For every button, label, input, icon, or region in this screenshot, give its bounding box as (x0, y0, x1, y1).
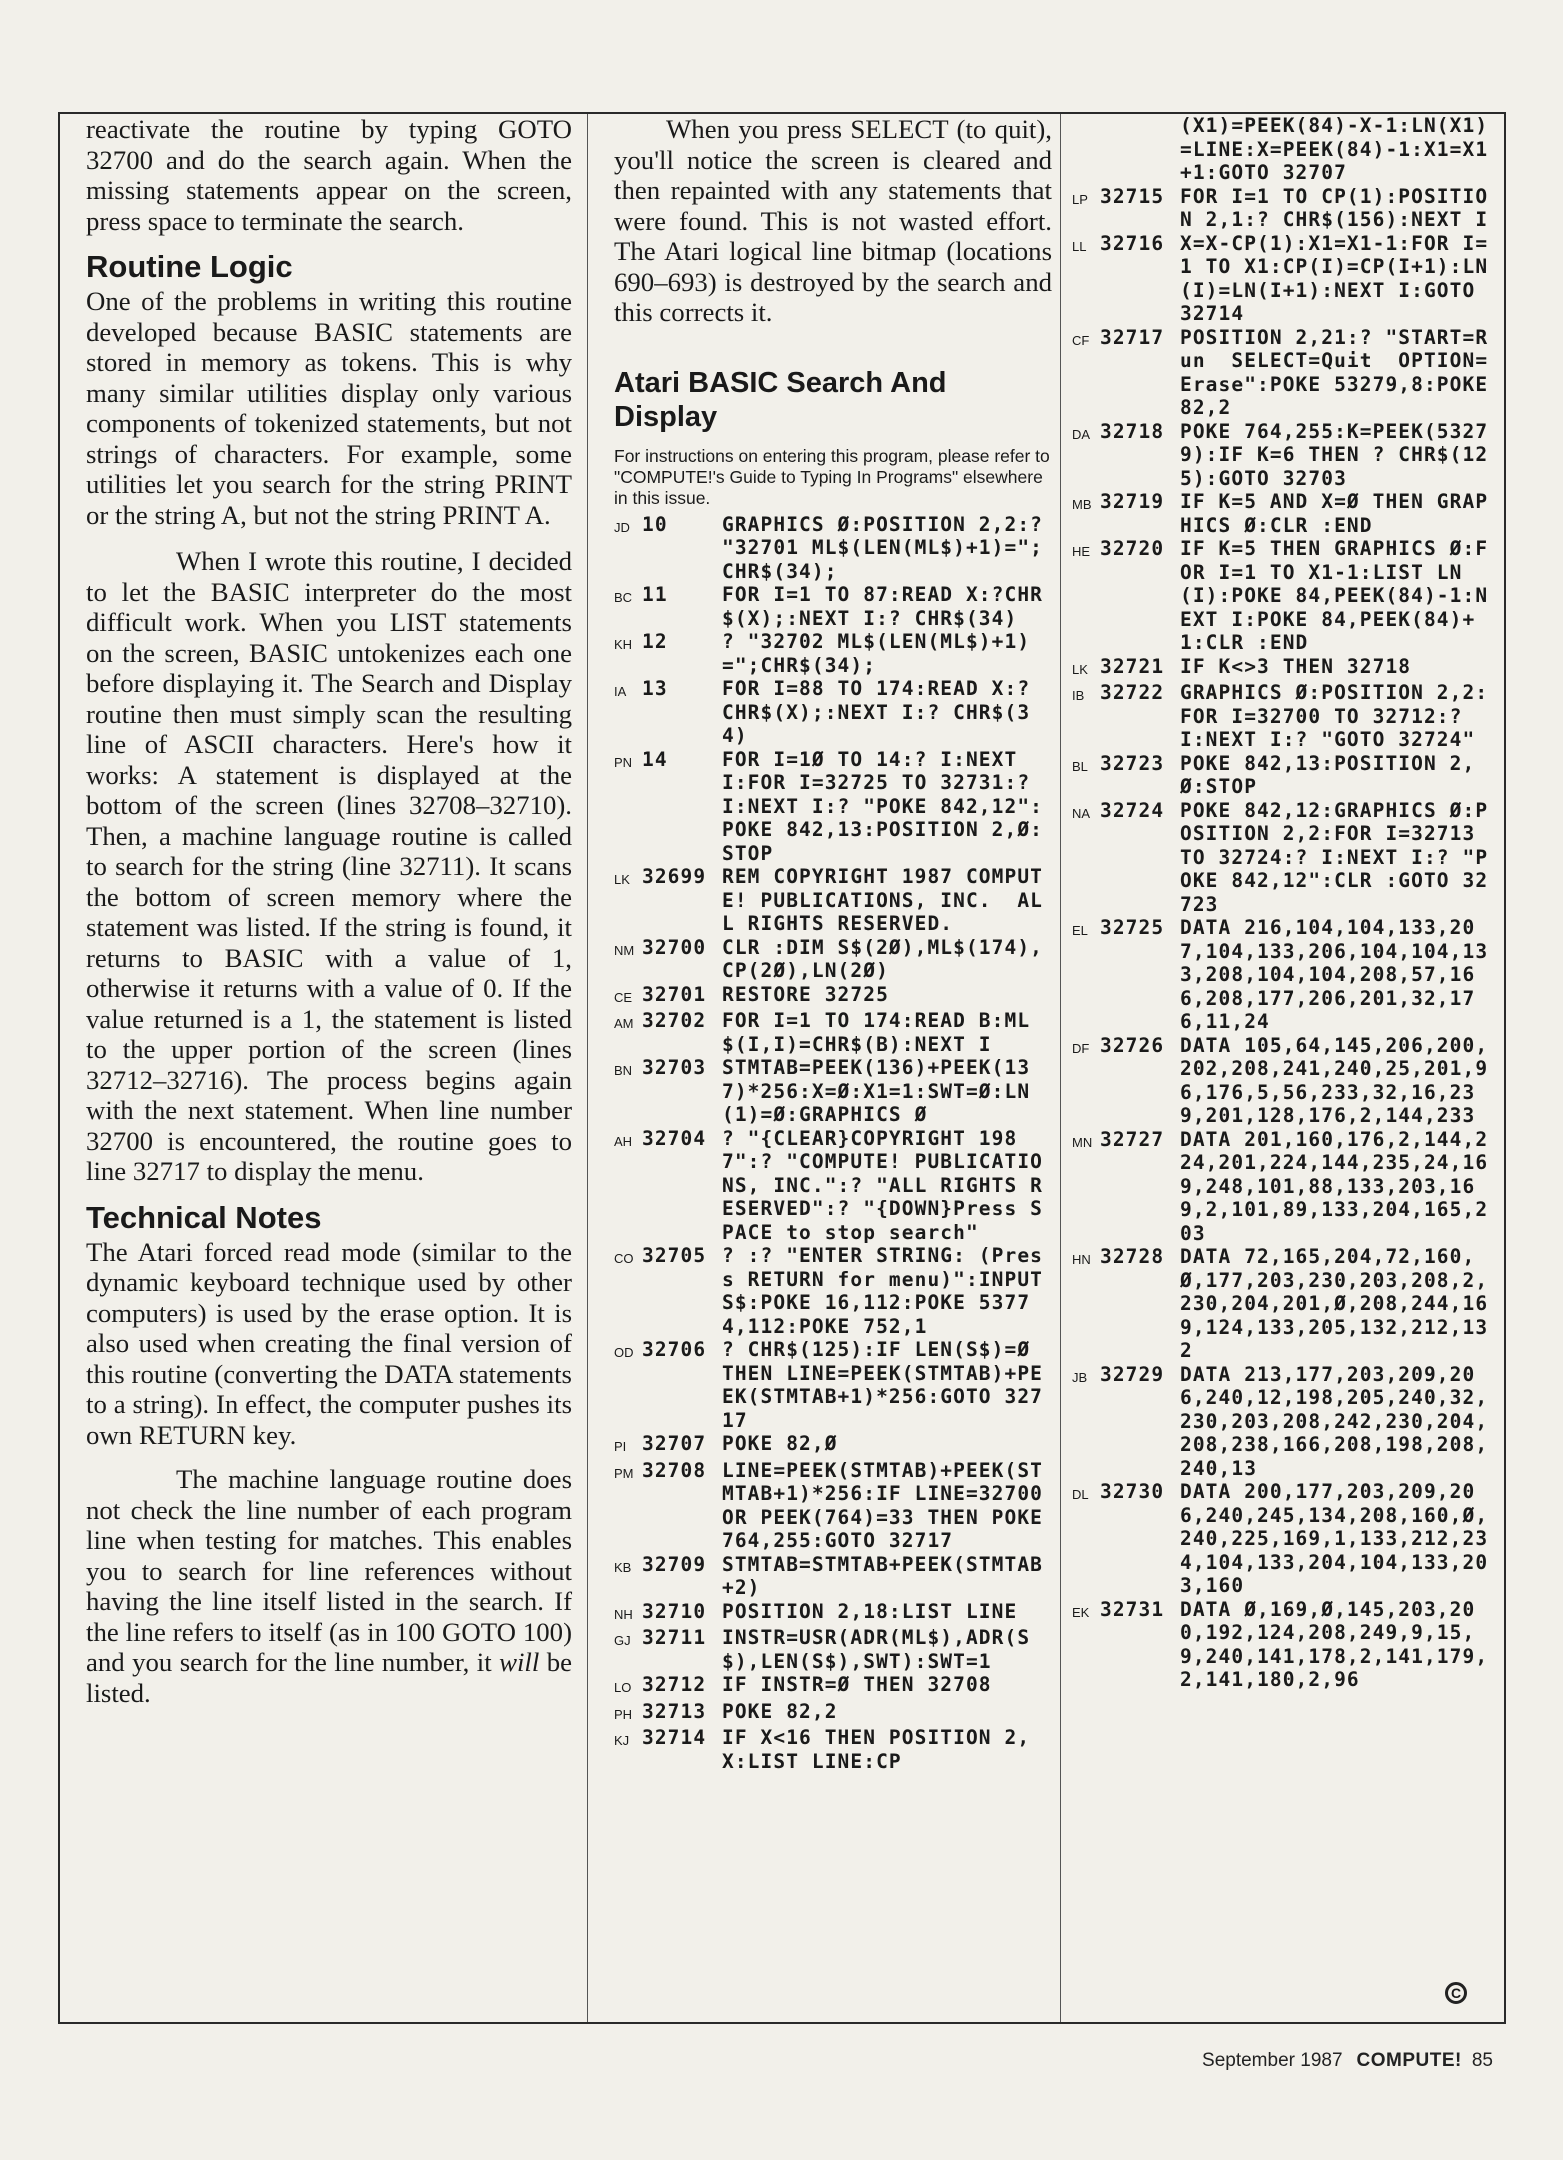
code-line (614, 583, 1052, 630)
code-text: DATA 201,160,176,2,144,224,201,224,144,235,24,169,248,101,88,133,203,169,2,101,89,133,204,165,203 (1180, 1127, 1489, 1245)
code-line (614, 630, 1052, 677)
code-line (1072, 1034, 1498, 1128)
code-line (1072, 185, 1498, 232)
code-line (614, 1726, 1052, 1773)
checksum: MN (1072, 1134, 1093, 1150)
text-column-1 (86, 114, 572, 1708)
line-number: 32710 (642, 1599, 707, 1623)
checksum: NH (614, 1606, 633, 1622)
emphasis: will (499, 1647, 540, 1677)
code-text: GRAPHICS Ø:POSITION 2,2:? "32701 ML$(LEN(ML$)+1)=";CHR$(34); (722, 512, 1056, 583)
checksum: LL (1072, 238, 1087, 254)
code-text: IF K=5 AND X=Ø THEN GRAPHICS Ø:CLR :END (1180, 490, 1489, 537)
line-number: 32708 (642, 1458, 707, 1482)
code-text: POSITION 2,21:? "START=Run SELECT=Quit OPTION=Erase":POKE 53279,8:POKE 82,2 (1180, 325, 1502, 419)
checksum: KH (614, 637, 633, 652)
checksum: CF (1072, 332, 1090, 348)
line-number: 10 (642, 512, 668, 536)
code-line (1072, 681, 1498, 752)
line-number: 32702 (642, 1009, 707, 1032)
code-line (1072, 655, 1498, 682)
code-text: RESTORE 32725 (722, 982, 889, 1006)
code-line (614, 748, 1052, 866)
paragraph (86, 1464, 572, 1708)
line-number: 32705 (642, 1244, 707, 1267)
code-text: ? :? "ENTER STRING: (Press RETURN for menu)":INPUT S$:POKE 16,112:POKE 53774,112:POKE 752,1 (722, 1244, 1056, 1338)
issue-date: September 1987 (1202, 2050, 1343, 2071)
code-line (614, 677, 1052, 748)
code-line (1072, 232, 1498, 326)
line-number: 11 (642, 583, 668, 606)
program-listing (614, 512, 1056, 1774)
end-mark-icon: C (1445, 1982, 1467, 2004)
checksum: BL (1072, 758, 1088, 774)
code-text: INSTR=USR(ADR(ML$),ADR(S$),LEN(S$),SWT):SWT=1 (722, 1626, 1031, 1673)
code-text: FOR I=1 TO CP(1):POSITION 2,1:? CHR$(156):NEXT I (1180, 184, 1489, 231)
checksum: PN (614, 754, 633, 770)
text-column-2 (614, 114, 1056, 1773)
line-number: 32719 (1100, 490, 1165, 513)
code-text: POKE 82,2 (722, 1699, 838, 1723)
code-line (1072, 420, 1498, 491)
code-text: DATA 213,177,203,209,206,240,12,198,205,240,32,230,203,208,242,230,204,208,238,166,208,198,208,240,13 (1180, 1362, 1489, 1480)
line-number: 32716 (1100, 231, 1165, 255)
code-text: DATA 72,165,204,72,160,Ø,177,203,230,203,208,2,230,204,201,Ø,208,244,169,124,133,205,132,212,132 (1180, 1245, 1489, 1362)
column-rule (587, 114, 588, 2022)
line-number: 32730 (1100, 1480, 1165, 1503)
typing-instructions-note: For instructions on entering this program, please refer to "COMPUTE!'s Guide to Typing In Programs" elsewhere in this issue. (614, 445, 1050, 508)
checksum: DL (1072, 1487, 1089, 1502)
program-listing (1072, 114, 1502, 1692)
checksum: HN (1072, 1252, 1091, 1267)
code-line (1072, 752, 1498, 799)
line-number: 32715 (1100, 184, 1165, 208)
code-text: DATA 200,177,203,209,206,240,245,134,208,160,Ø,240,225,169,1,133,212,234,104,133,204,104,133,203,160 (1180, 1480, 1489, 1597)
paragraph: The Atari forced read mode (similar to the dynamic keyboard technique used by other computers) is used by the erase option. It is also used when creating the final version of this routine (converting the DATA statements to a string). In effect, the computer pushes its own RETURN key. (86, 1236, 572, 1450)
code-text: (X1)=PEEK(84)-X-1:LN(X1)=LINE:X=PEEK(84)-1:X1=X1+1:GOTO 32707 (1180, 114, 1489, 184)
checksum: MB (1072, 497, 1092, 512)
code-text: POKE 82,Ø (722, 1432, 838, 1455)
page-footer (1202, 2050, 1493, 2072)
line-number: 32700 (642, 935, 707, 959)
code-text: DATA Ø,169,Ø,145,203,200,192,124,208,249,9,15,9,240,141,178,2,141,179,2,141,180,2,96 (1180, 1597, 1489, 1691)
code-line (1072, 916, 1498, 1034)
checksum: PH (614, 1706, 633, 1722)
code-text: ? "{CLEAR}COPYRIGHT 1987":? "COMPUTE! PUBLICATIONS, INC.":? "ALL RIGHTS RESERVED":? "{DOWN}Press SPACE to stop search" (722, 1126, 1043, 1244)
checksum: EL (1072, 923, 1088, 938)
code-text: GRAPHICS Ø:POSITION 2,2:FOR I=32700 TO 32712:? I:NEXT I:? "GOTO 32724" (1180, 681, 1489, 751)
line-number: 32714 (642, 1726, 707, 1749)
code-line (614, 512, 1056, 584)
paragraph: When you press SELECT (to quit), you'll notice the screen is cleared and then repainted with any statements that were found. This is not wasted effort. The Atari logical line bitmap (locations 690–693) is destroyed by the search and this corrects it. (614, 114, 1052, 327)
line-number: 32725 (1100, 916, 1165, 939)
line-number: 32701 (642, 982, 707, 1006)
code-line (1072, 799, 1498, 917)
checksum: PM (614, 1465, 634, 1481)
line-number: 14 (642, 747, 668, 771)
line-number: 32731 (1100, 1597, 1165, 1621)
line-number: 32729 (1100, 1362, 1165, 1386)
checksum: IA (614, 684, 627, 699)
checksum: AM (614, 1016, 634, 1031)
code-text: ? "32702 ML$(LEN(ML$)+1)=";CHR$(34); (722, 630, 1031, 677)
code-line (614, 1127, 1052, 1245)
code-text: FOR I=1 TO 174:READ B:ML$(I,I)=CHR$(B):NEXT I (722, 1009, 1031, 1056)
code-text: DATA 105,64,145,206,200,202,208,241,240,25,201,96,176,5,56,233,32,16,239,201,128,176,2,144,233 (1180, 1033, 1489, 1127)
line-number: 32721 (1100, 654, 1165, 678)
code-line (1072, 1363, 1498, 1481)
code-line (614, 1056, 1052, 1127)
code-text: POSITION 2,18:LIST LINE (722, 1599, 1018, 1623)
code-text: REM COPYRIGHT 1987 COMPUTE! PUBLICATIONS, INC. ALL RIGHTS RESERVED. (722, 865, 1043, 935)
code-text: STMTAB=STMTAB+PEEK(STMTAB+2) (722, 1552, 1043, 1599)
line-number: 12 (642, 630, 668, 653)
code-text: ? CHR$(125):IF LEN(S$)=Ø THEN LINE=PEEK(STMTAB)+PEEK(STMTAB+1)*256:GOTO 32717 (722, 1338, 1044, 1432)
text-column-3 (1072, 114, 1502, 1692)
code-text: POKE 842,12:GRAPHICS Ø:POSITION 2,2:FOR I=32713 TO 32724:? I:NEXT I:? "POKE 842,12":CLR :GOTO 32723 (1180, 798, 1489, 916)
line-number: 13 (642, 677, 668, 700)
text-run: be listed. (86, 1647, 572, 1708)
section-heading: Routine Logic (86, 249, 293, 284)
code-line (1072, 537, 1498, 655)
checksum: IB (1072, 688, 1085, 703)
code-text: IF K=5 THEN GRAPHICS Ø:FOR I=1 TO X1-1:LIST LN(I):POKE 84,PEEK(84)-1:NEXT I:POKE 84,PEEK(84)+1:CLR :END (1180, 537, 1489, 654)
code-line (1072, 1245, 1498, 1363)
code-line (614, 1432, 1052, 1459)
code-text: DATA 216,104,104,133,207,104,133,206,104,104,133,208,104,104,208,57,166,208,177,206,201,32,176,11,24 (1180, 916, 1489, 1033)
page-number: 85 (1471, 2050, 1493, 2071)
checksum: JB (1072, 1369, 1088, 1385)
code-line (1072, 1598, 1498, 1692)
line-number: 32726 (1100, 1033, 1165, 1057)
code-line (614, 936, 1052, 983)
line-number: 32706 (642, 1338, 707, 1361)
code-text: IF INSTR=Ø THEN 32708 (722, 1673, 992, 1696)
paragraph: One of the problems in writing this routine developed because BASIC statements are stored in memory as tokens. This is why many similar utilities display only various components of tokenized statements, but not strings of characters. For example, some utilities let you search for the string PRINT or the string A, but not the string PRINT A. (86, 286, 572, 530)
line-number: 32723 (1100, 751, 1165, 775)
line-number: 32724 (1100, 798, 1165, 822)
code-line (614, 1626, 1052, 1673)
checksum: DA (1072, 426, 1091, 442)
code-text: FOR I=88 TO 174:READ X:? CHR$(X);:NEXT I:? CHR$(34) (722, 677, 1044, 747)
checksum: LK (614, 872, 630, 887)
code-text: LINE=PEEK(STMTAB)+PEEK(STMTAB+1)*256:IF LINE=32700 OR PEEK(764)=33 THEN POKE 764,255:GOTO 32717 (722, 1458, 1056, 1552)
code-line (614, 1553, 1052, 1600)
paragraph: When I wrote this routine, I decided to let the BASIC interpreter do the most difficult work. When you LIST statements on the screen, BASIC untokenizes each one before displaying it. The Search and Display routine then must simply scan the resulting line of ASCII characters. Here's how it works: A statement is displayed at the bottom of the screen (lines 32708–32710). Then, a machine language routine is called to search for the string (line 32711). It scans the bottom of screen memory where the statement was listed. If the string is found, it returns to BASIC with a value of 1, otherwise it returns with a value of 0. If the value returned is a 1, the statement is listed to the upper portion of the screen (lines 32712–32716). The process begins again with the next statement. When line number 32700 is encountered, the routine goes to line 32717 to display the menu. (86, 546, 572, 1186)
code-line (614, 1673, 1052, 1700)
checksum (1072, 114, 1100, 185)
line-number: 32727 (1100, 1127, 1165, 1151)
checksum: AH (614, 1133, 633, 1149)
checksum: NM (614, 942, 635, 958)
line-number: 32712 (642, 1673, 707, 1696)
text-run: The machine language routine does not check the line number of each program line when testing for matches. This enables you to search for line references without having the line itself listed in the search. If the line refers to itself (as in 100 GOTO 100) and you search for the line number, it (86, 1464, 572, 1677)
code-line (1072, 325, 1502, 420)
code-text: FOR I=1 TO 87:READ X:?CHR$(X);:NEXT I:? CHR$(34) (722, 583, 1043, 630)
code-text: CLR :DIM S$(2Ø),ML$(174),CP(2Ø),LN(2Ø) (722, 935, 1043, 982)
checksum: BN (614, 1063, 633, 1078)
checksum: BC (614, 590, 633, 605)
checksum: CE (614, 989, 633, 1005)
code-line (614, 865, 1052, 936)
checksum: LO (614, 1680, 632, 1695)
checksum: NA (1072, 805, 1091, 821)
line-number: 32720 (1100, 537, 1165, 560)
code-line (1072, 114, 1498, 185)
code-line (614, 1009, 1052, 1056)
code-line (614, 1600, 1052, 1627)
code-line (614, 1700, 1052, 1727)
checksum: HE (1072, 544, 1091, 559)
code-text: FOR I=1Ø TO 14:? I:NEXT I:FOR I=32725 TO 32731:? I:NEXT I:? "POKE 842,12":POKE 842,13:POSITION 2,Ø:STOP (722, 747, 1044, 865)
line-number: 32707 (642, 1432, 707, 1455)
page-frame (58, 112, 1506, 2024)
code-text: POKE 764,255:K=PEEK(53279):IF K=6 THEN ? CHR$(125):GOTO 32703 (1180, 419, 1489, 490)
checksum: LP (1072, 191, 1088, 207)
line-number (1100, 114, 1180, 185)
code-text: X=X-CP(1):X1=X1-1:FOR I=1 TO X1:CP(I)=CP(I+1):LN(I)=LN(I+1):NEXT I:GOTO 32714 (1180, 231, 1489, 325)
line-number: 32717 (1100, 325, 1165, 349)
line-number: 32703 (642, 1056, 707, 1079)
line-number: 32711 (642, 1626, 707, 1649)
paragraph: reactivate the routine by typing GOTO 32700 and do the search again. When the missing statements appear on the screen, press space to terminate the search. (86, 114, 572, 236)
checksum: KJ (614, 1733, 630, 1748)
checksum: OD (614, 1345, 634, 1360)
code-line (614, 1458, 1056, 1553)
code-line (614, 983, 1052, 1010)
line-number: 32709 (642, 1552, 707, 1576)
magazine-name: COMPUTE! (1356, 2050, 1462, 2071)
checksum: LK (1072, 661, 1088, 677)
checksum: DF (1072, 1040, 1090, 1056)
code-line (1072, 490, 1498, 537)
code-text: POKE 842,13:POSITION 2,Ø:STOP (1180, 751, 1476, 798)
checksum: GJ (614, 1633, 631, 1648)
code-line (614, 1244, 1056, 1338)
checksum: JD (614, 519, 630, 535)
code-line (614, 1338, 1052, 1432)
column-rule (1060, 114, 1061, 2022)
code-line (1072, 1480, 1498, 1598)
checksum: EK (1072, 1604, 1090, 1620)
line-number: 32713 (642, 1699, 707, 1723)
code-text: IF X<16 THEN POSITION 2,X:LIST LINE:CP (722, 1726, 1031, 1773)
code-text: IF K<>3 THEN 32718 (1180, 654, 1412, 678)
code-text: STMTAB=PEEK(136)+PEEK(137)*256:X=Ø:X1=1:SWT=Ø:LN(1)=Ø:GRAPHICS Ø (722, 1056, 1031, 1126)
checksum: CO (614, 1251, 634, 1266)
listing-heading: Atari BASIC Search And Display (614, 366, 947, 433)
line-number: 32722 (1100, 681, 1165, 704)
line-number: 32699 (642, 865, 707, 888)
checksum: PI (614, 1439, 627, 1454)
line-number: 32728 (1100, 1245, 1165, 1268)
section-heading: Technical Notes (86, 1199, 322, 1235)
line-number: 32718 (1100, 419, 1165, 443)
line-number: 32704 (642, 1126, 707, 1150)
checksum: KB (614, 1559, 632, 1575)
code-line (1072, 1128, 1498, 1246)
